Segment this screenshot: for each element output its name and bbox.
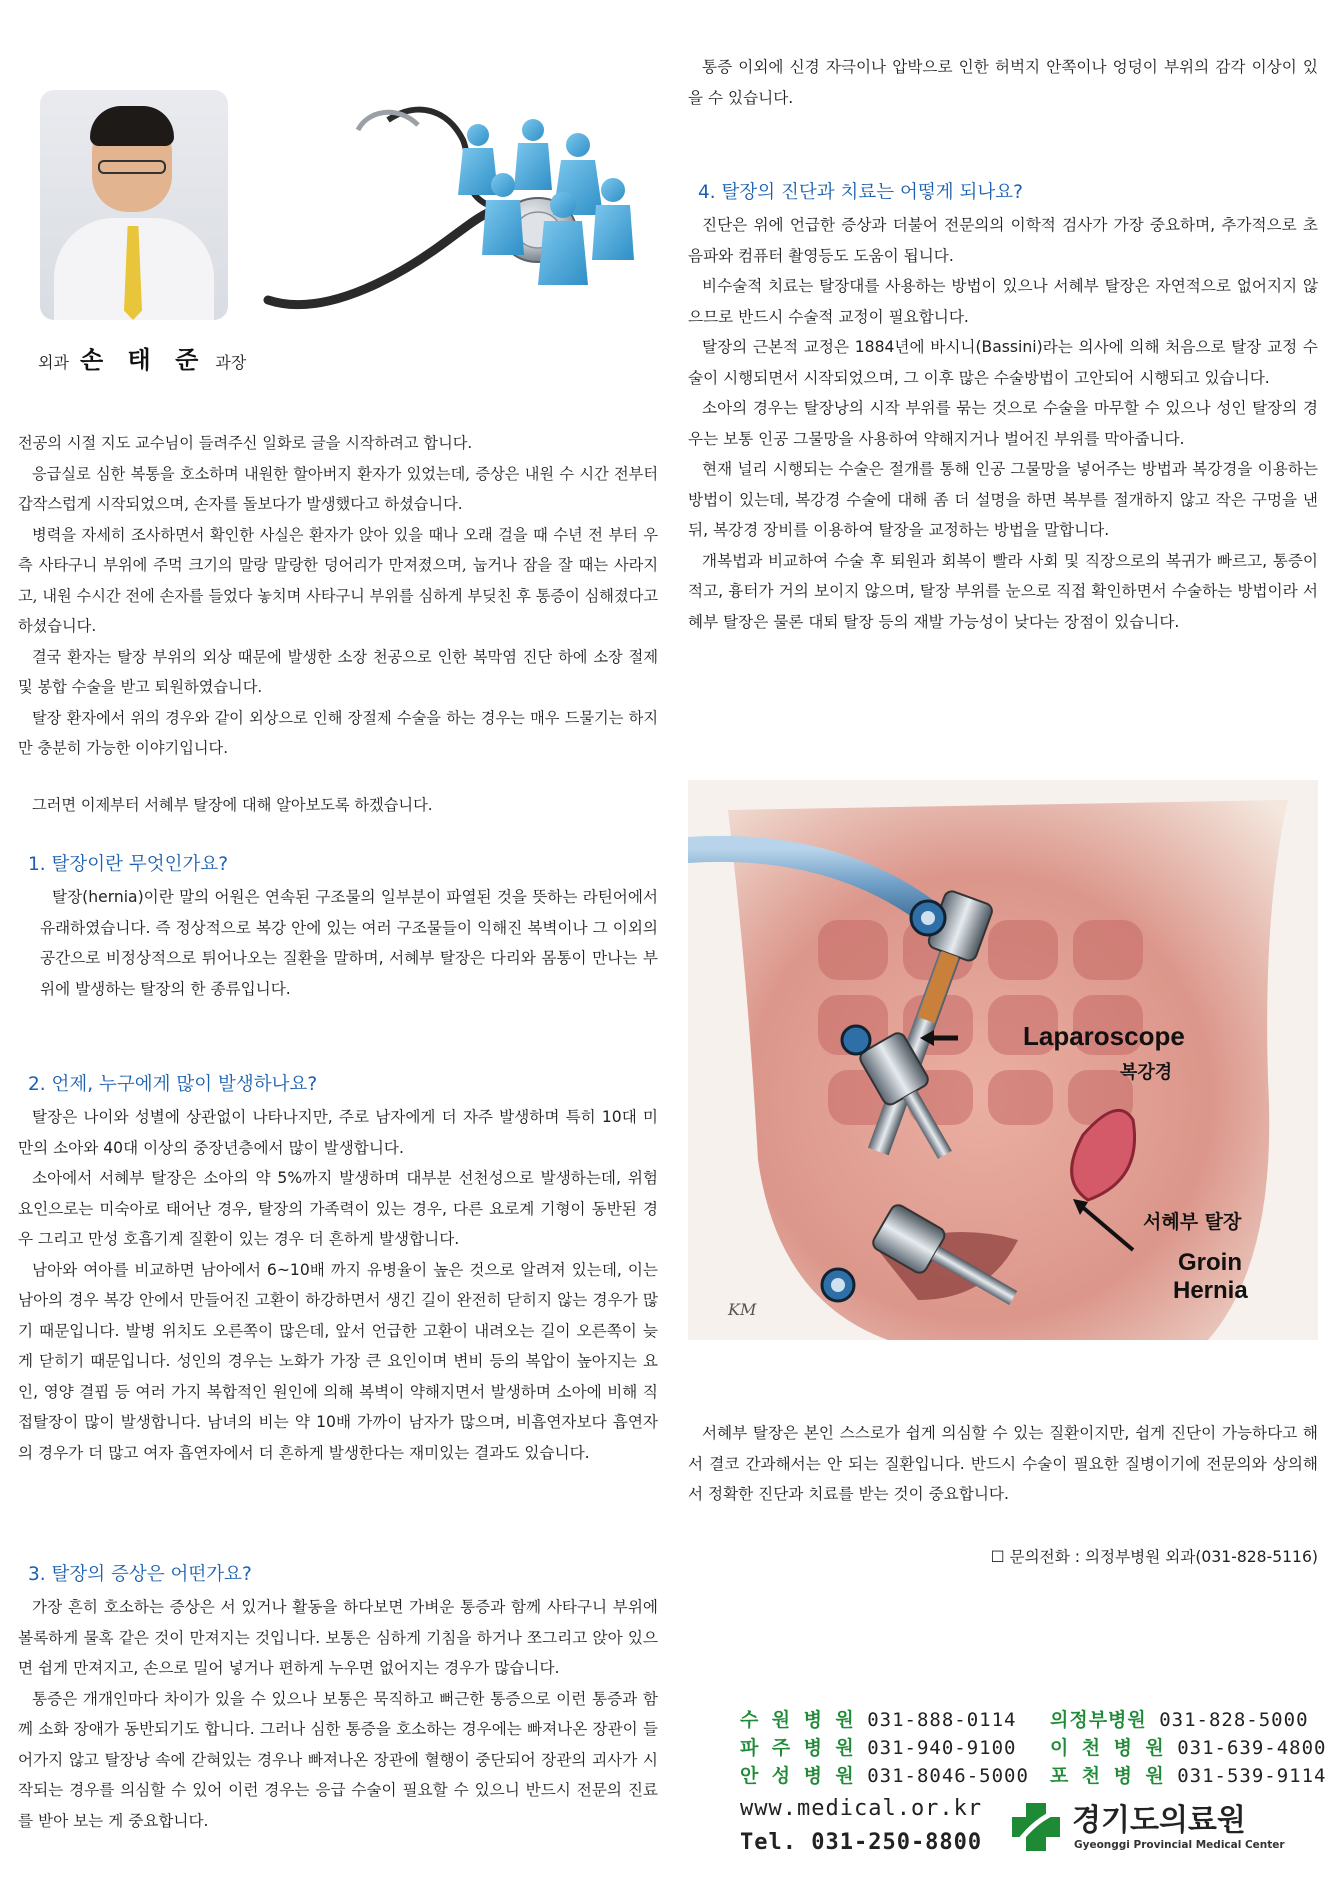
author-name: 손 태 준 [80,345,207,374]
closing-text: 서혜부 탈장은 본인 스스로가 쉽게 의심할 수 있는 질환이지만, 쉽게 진단이 가능하다고 해서 결코 간과해서는 안 되는 질환입니다. 반드시 수술이 필요한 질병이기에 전문의와 상의해서 정확한 진단과 치료를 받는 것이 중요합니다. [688,1424,1318,1503]
figure-label-groin: Groin [1178,1249,1242,1276]
hospital-name: 수 원 병 원 [740,1709,855,1731]
hospital-tel: 031-639-4800 [1177,1737,1327,1759]
hospital-contact [1050,1705,1309,1732]
section-4-paragraph: 현재 널리 시행되는 수술은 절개를 통해 인공 그물망을 넣어주는 방법과 복강경을 이용하는 방법이 있는데, 복강경 수술에 대해 좀 더 설명을 하면 복부를 절개하지 않고 작은 구멍을 낸 뒤, 복강경 장비를 이용하여 탈장을 교정하는 방법을 말합니다. [688,460,1318,539]
section-3 [18,1560,658,1836]
hospital-tel: 031-888-0114 [867,1709,1017,1731]
laparoscopy-figure [688,780,1318,1340]
hospital-contact [1050,1761,1326,1788]
author-byline [38,340,246,375]
figure-label-hernia-ko: 서혜부 탈장 [1143,1211,1242,1233]
medical-cross-icon [1008,1799,1064,1855]
hospital-name: 안 성 병 원 [740,1765,855,1787]
hospital-tel: 031-8046-5000 [867,1765,1029,1787]
section-2 [18,1070,658,1468]
intro-section [18,428,658,764]
logo-name-en: Gyeonggi Provincial Medical Center [1074,1839,1285,1851]
laparoscopy-illustration [688,780,1318,1340]
doctor-portrait [40,90,228,320]
hospital-name: 의정부병원 [1050,1709,1147,1731]
right-column [688,0,1327,1891]
section-2-paragraph: 남아와 여아를 비교하면 남아에서 6~10배 까지 유병율이 높은 것으로 알려져 있는데, 이는 남아의 경우 복강 안에서 만들어진 고환이 하강하면서 생긴 길이 완전히 닫히지 않는 경우가 많기 때문입니다. 발병 위치도 오른쪽이 많은데, 앞서 언급한 고환이 내려오는 길이 오른쪽이 늦게 닫히기 때문입니다. 성인의 경우는 노화가 가장 큰 요인이며 변비 등의 복압이 높아지는 요인, 영양 결핍 등 여러 가지 복합적인 원인에 의해 복벽이 약해지면서 발생하며 소아에 비해 직접탈장이 많이 발생합니다. 남녀의 비는 약 10배 가까이 남자가 많으며, 비흡연자보다 흡연자의 경우가 더 많고 여자 흡연자에서 더 흔하게 발생한다는 재미있는 결과도 있습니다. [18,1260,658,1462]
main-telephone: Tel. 031-250-8800 [740,1830,983,1855]
section-3-paragraph: 통증은 개개인마다 차이가 있을 수 있으나 보통은 묵직하고 뻐근한 통증으로 이런 통증과 함께 소화 장애가 동반되기도 합니다. 그러나 심한 통증을 호소하는 경우에는 빠져나온 장관이 들어가지 않고 탈장낭 속에 갇혀있는 경우나 빠져나온 장관에 혈행이 중단되어 장관의 괴사가 시작되는 경우를 의심할 수 있어 이런 경우는 응급 수술이 필요할 수 있으니 반드시 전문의 진료를 받아 보는 게 중요합니다. [18,1689,658,1830]
intro-paragraph: 응급실로 심한 복통을 호소하며 내원한 할아버지 환자가 있었는데, 증상은 내원 수 시간 전부터 갑작스럽게 시작되었으며, 손자를 돌보다가 발생했다고 하셨습니다. [18,464,658,513]
figure-label-hernia: Hernia [1173,1277,1248,1304]
section-3-title: 3. 탈장의 증상은 어떤가요? [28,1564,252,1585]
section-1-title: 1. 탈장이란 무엇인가요? [28,854,229,875]
hospital-logo [1008,1795,1308,1861]
section-1-paragraph: 탈장(hernia)이란 말의 어원은 연속된 구조물의 일부분이 파열된 것을 뜻하는 라틴어에서 유래하였습니다. 즉 정상적으로 복강 안에 있는 여러 구조물들이 익해진 복벽이나 그 이외의 공간으로 비정상적으로 튀어나오는 질환을 말하며, 서혜부 탈장은 다리와 몸통이 만나는 부위에 발생하는 탈장의 한 종류입니다. [40,888,658,998]
hospital-tel: 031-539-9114 [1177,1765,1327,1787]
section-2-title: 2. 언제, 누구에게 많이 발생하나요? [28,1074,318,1095]
hospital-name: 이 천 병 원 [1050,1737,1165,1759]
intro-paragraph: 탈장 환자에서 위의 경우와 같이 외상으로 인해 장절제 수술을 하는 경우는 매우 드물기는 하지만 충분히 가능한 이야기입니다. [18,708,658,757]
contact-line: ☐ 문의전화 : 의정부병원 외과(031-828-5116) [990,1548,1318,1566]
section-3-continuation [688,52,1318,113]
section-4-paragraph: 소아의 경우는 탈장낭의 시작 부위를 묶는 것으로 수술을 마무할 수 있으나 성인 탈장의 경우는 보통 인공 그물망을 사용하여 약해지거나 벌어진 부위를 막아줍니다. [688,399,1318,448]
closing-section [688,1418,1318,1510]
section-4-paragraph: 개복법과 비교하여 수술 후 퇴원과 회복이 빨라 사회 및 직장으로의 복귀가 빠르고, 통증이 적고, 흉터가 거의 보이지 않으며, 탈장 부위를 눈으로 직접 확인하면서 수술하는 방법이라 서혜부 탈장은 물론 대퇴 탈장 등의 재발 가능성이 낮다는 장점이 있습니다. [688,551,1318,631]
illustrator-signature: KM [728,1300,757,1319]
author-dept: 외과 [38,353,69,372]
hospital-contact [740,1761,1029,1788]
logo-name-ko: 경기도의료원 [1072,1803,1246,1838]
section-2-paragraph: 소아에서 서혜부 탈장은 소아의 약 5%까지 발생하며 대부분 선천성으로 발생하는데, 위험 요인으로는 미숙아로 태어난 경우, 탈장의 가족력이 있는 경우, 다른 요로계 기형이 동반된 경우 그리고 만성 호흡기계 질환이 있는 경우 더 흔하게 발생합니다. [18,1169,658,1248]
section-4-paragraph: 비수술적 치료는 탈장대를 사용하는 방법이 있으나 서혜부 탈장은 자연적으로 없어지지 않으므로 반드시 수술적 교정이 필요합니다. [688,277,1318,326]
figure-label-laparoscope-ko: 복강경 [1120,1062,1173,1083]
section-4 [688,178,1318,637]
transition-text: 그러면 이제부터 서혜부 탈장에 대해 알아보도록 하겠습니다. [32,796,433,814]
hospital-tel: 031-828-5000 [1159,1709,1309,1731]
hospital-tel: 031-940-9100 [867,1737,1017,1759]
stethoscope-people-illustration [248,90,648,330]
section-3-continued-text: 통증 이외에 신경 자극이나 압박으로 인한 허벅지 안쪽이나 엉덩이 부위의 감각 이상이 있을 수 있습니다. [688,58,1318,107]
section-1 [18,850,658,1004]
section-4-title: 4. 탈장의 진단과 치료는 어떻게 되나요? [698,182,1023,203]
section-3-paragraph: 가장 흔히 호소하는 증상은 서 있거나 활동을 하다보면 가벼운 통증과 함께 사타구니 부위에 볼록하게 물혹 같은 것이 만져지는 것입니다. 보통은 심하게 기침을 하거나 쪼그리고 앉아 있으면 쉽게 만져지고, 손으로 밀어 넣거나 편하게 누우면 없어지는 경우가 많습니다. [18,1598,658,1677]
figure-label-laparoscope: Laparoscope [1023,1021,1185,1051]
section-4-paragraph: 진단은 위에 언급한 증상과 더불어 전문의의 이학적 검사가 가장 중요하며, 추가적으로 초음파와 컴퓨터 촬영등도 도움이 됩니다. [688,216,1318,265]
hospital-contact [740,1705,1016,1732]
hospital-contact [740,1733,1016,1760]
intro-paragraph: 결국 환자는 탈장 부위의 외상 때문에 발생한 소장 천공으로 인한 복막염 진단 하에 소장 절제 및 봉합 수술을 받고 퇴원하였습니다. [18,647,658,696]
hospital-name: 파 주 병 원 [740,1737,855,1759]
intro-paragraph: 병력을 자세히 조사하면서 확인한 사실은 환자가 앉아 있을 때나 오래 걸을 때 수년 전 부터 우측 사타구니 부위에 주먹 크기의 말랑 말랑한 덩어리가 만져졌으며, 눕거나 잠을 잘 때는 사라지고, 내원 수시간 전에 손자를 들었다 놓치며 사타구니 부위를 심하게 부딪친 후 통증이 심해졌다고 하셨습니다. [18,525,658,635]
website-link[interactable]: www.medical.or.kr [740,1796,983,1821]
hospital-name: 포 천 병 원 [1050,1765,1165,1787]
section-4-paragraph: 탈장의 근본적 교정은 1884년에 바시니(Bassini)라는 의사에 의해 처음으로 탈장 교정 수술이 시행되면서 시작되었으며, 그 이후 많은 수술방법이 고안되어 시행되고 있습니다. [688,338,1318,387]
intro-paragraph: 전공의 시절 지도 교수님이 들려주신 일화로 글을 시작하려고 합니다. [18,434,473,452]
author-title: 과장 [215,353,247,372]
left-column [18,0,658,1891]
section-2-paragraph: 탈장은 나이와 성별에 상관없이 나타나지만, 주로 남자에게 더 자주 발생하며 특히 10대 미만의 소아와 40대 이상의 중장년층에서 많이 발생합니다. [18,1108,658,1157]
hospital-contact [1050,1733,1326,1760]
transition-line [18,790,658,821]
